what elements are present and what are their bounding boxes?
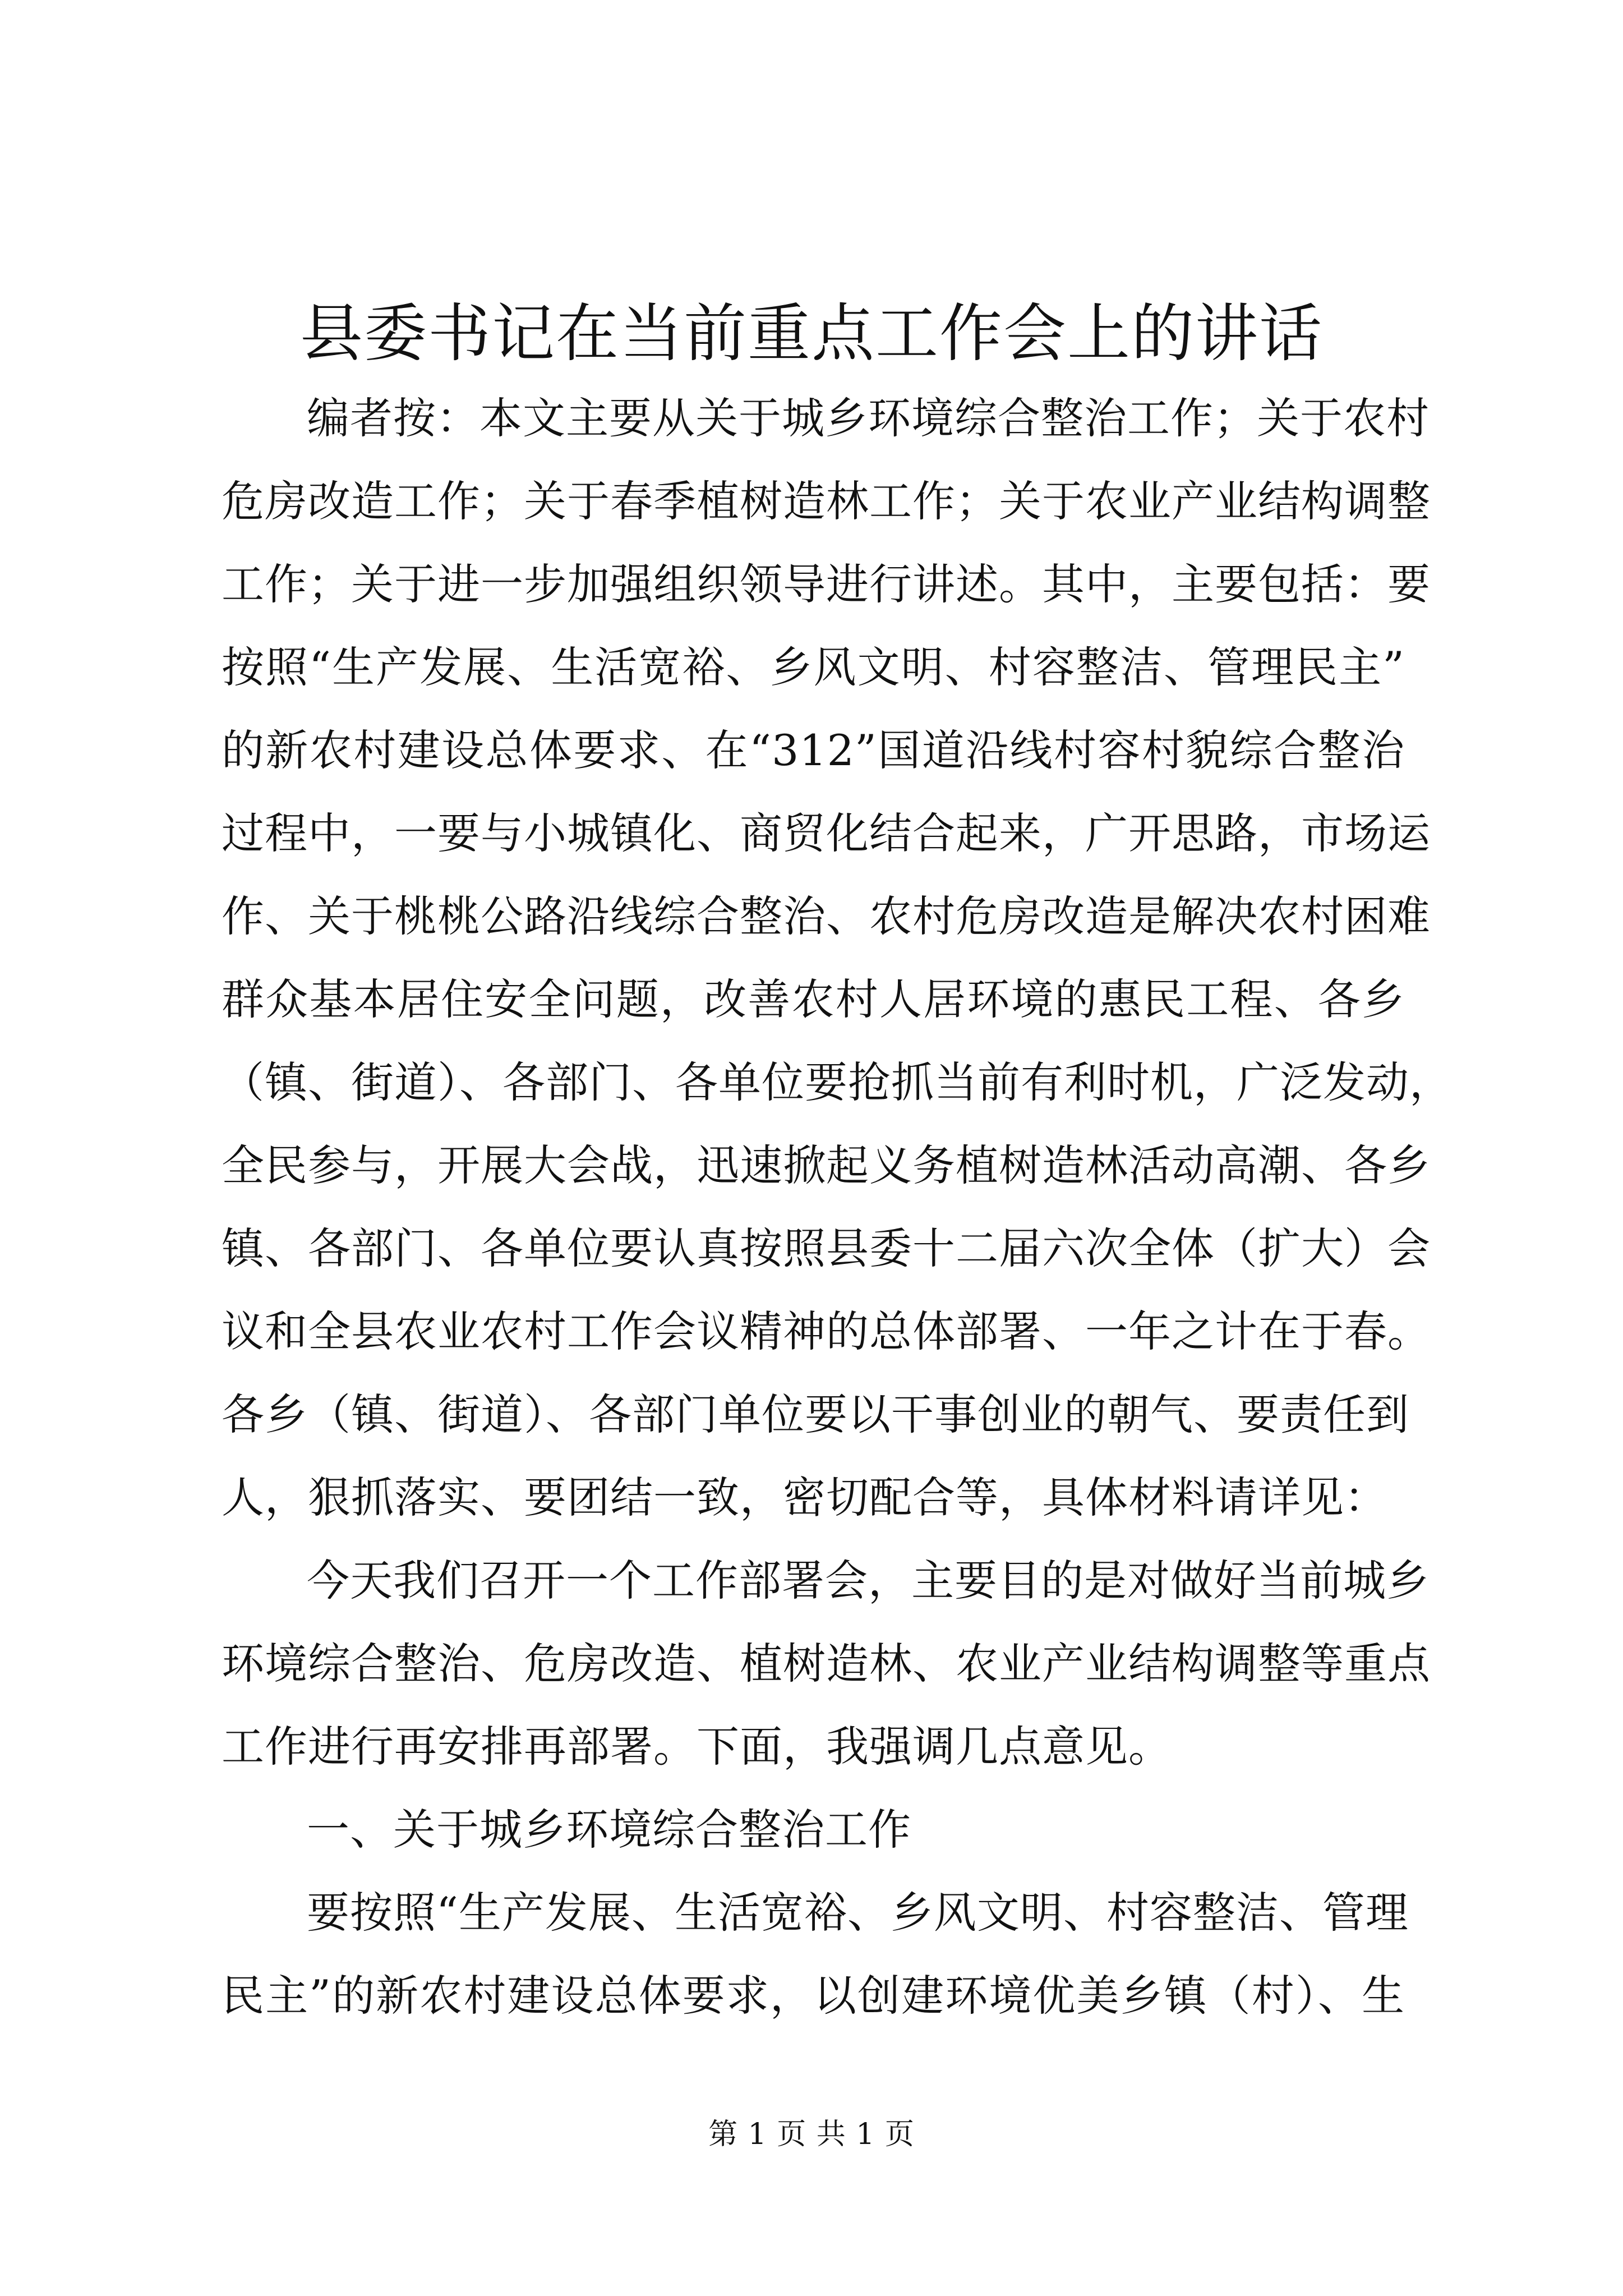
page-footer: 第 1 页 共 1 页	[708, 2118, 915, 2151]
text-line: 工作进行再安排再部署。下面，我强调几点意见。	[222, 1722, 1172, 1772]
text-line: 群众基本居住安全问题，改善农村人居环境的惠民工程、各乡	[222, 974, 1405, 1024]
text-line: 各乡（镇、街道）、各部门单位要以干事创业的朝气、要责任到	[222, 1389, 1409, 1439]
text-line: 一、关于城乡环境综合整治工作	[307, 1805, 911, 1855]
section-heading	[222, 1788, 1405, 1871]
text-line: （镇、街道）、各部门、各单位要抢抓当前有利时机，广泛发动，	[222, 1057, 1453, 1107]
text-line: 危房改造工作；关于春季植树造林工作；关于农业产业结构调整	[222, 476, 1431, 526]
text-line: 环境综合整治、危房改造、植树造林、农业产业结构调整等重点	[222, 1639, 1431, 1688]
text-line: 今天我们召开一个工作部署会，主要目的是对做好当前城乡	[307, 1556, 1430, 1605]
text-line: 编者按：本文主要从关于城乡环境综合整治工作；关于农村	[307, 393, 1430, 443]
text-line: 作、关于桃桃公路沿线综合整治、农村危房改造是解决农村困难	[222, 891, 1431, 941]
text-line: 过程中，一要与小城镇化、商贸化结合起来，广开思路，市场运	[222, 808, 1431, 858]
text-line: 要按照“生产发展、生活宽裕、乡风文明、村容整洁、管理	[307, 1888, 1409, 1938]
text-line: 镇、各部门、各单位要认真按照县委十二届六次全体（扩大）会	[222, 1223, 1431, 1273]
text-line: 按照“生产发展、生活宽裕、乡风文明、村容整洁、管理民主”	[222, 642, 1405, 692]
text-line: 民主”的新农村建设总体要求，以创建环境优美乡镇（村）、生	[222, 1971, 1405, 2021]
text-line: 全民参与，开展大会战，迅速掀起义务植树造林活动高潮、各乡	[222, 1140, 1431, 1190]
section-paragraph	[222, 1871, 1409, 2037]
text-line: 工作；关于进一步加强组织领导进行讲述。其中，主要包括：要	[222, 559, 1431, 609]
editor-note-paragraph	[222, 377, 1453, 1539]
text-line: 议和全县农业农村工作会议精神的总体部署、一年之计在于春。	[222, 1306, 1431, 1356]
document-title: 县委书记在当前重点工作会上的讲话	[300, 297, 1323, 370]
document-body	[222, 377, 1453, 2037]
opening-paragraph	[222, 1539, 1431, 1788]
text-line: 的新农村建设总体要求、在“312”国道沿线村容村貌综合整治	[222, 725, 1405, 775]
text-line: 人，狠抓落实、要团结一致，密切配合等，具体材料请详见：	[222, 1473, 1387, 1522]
